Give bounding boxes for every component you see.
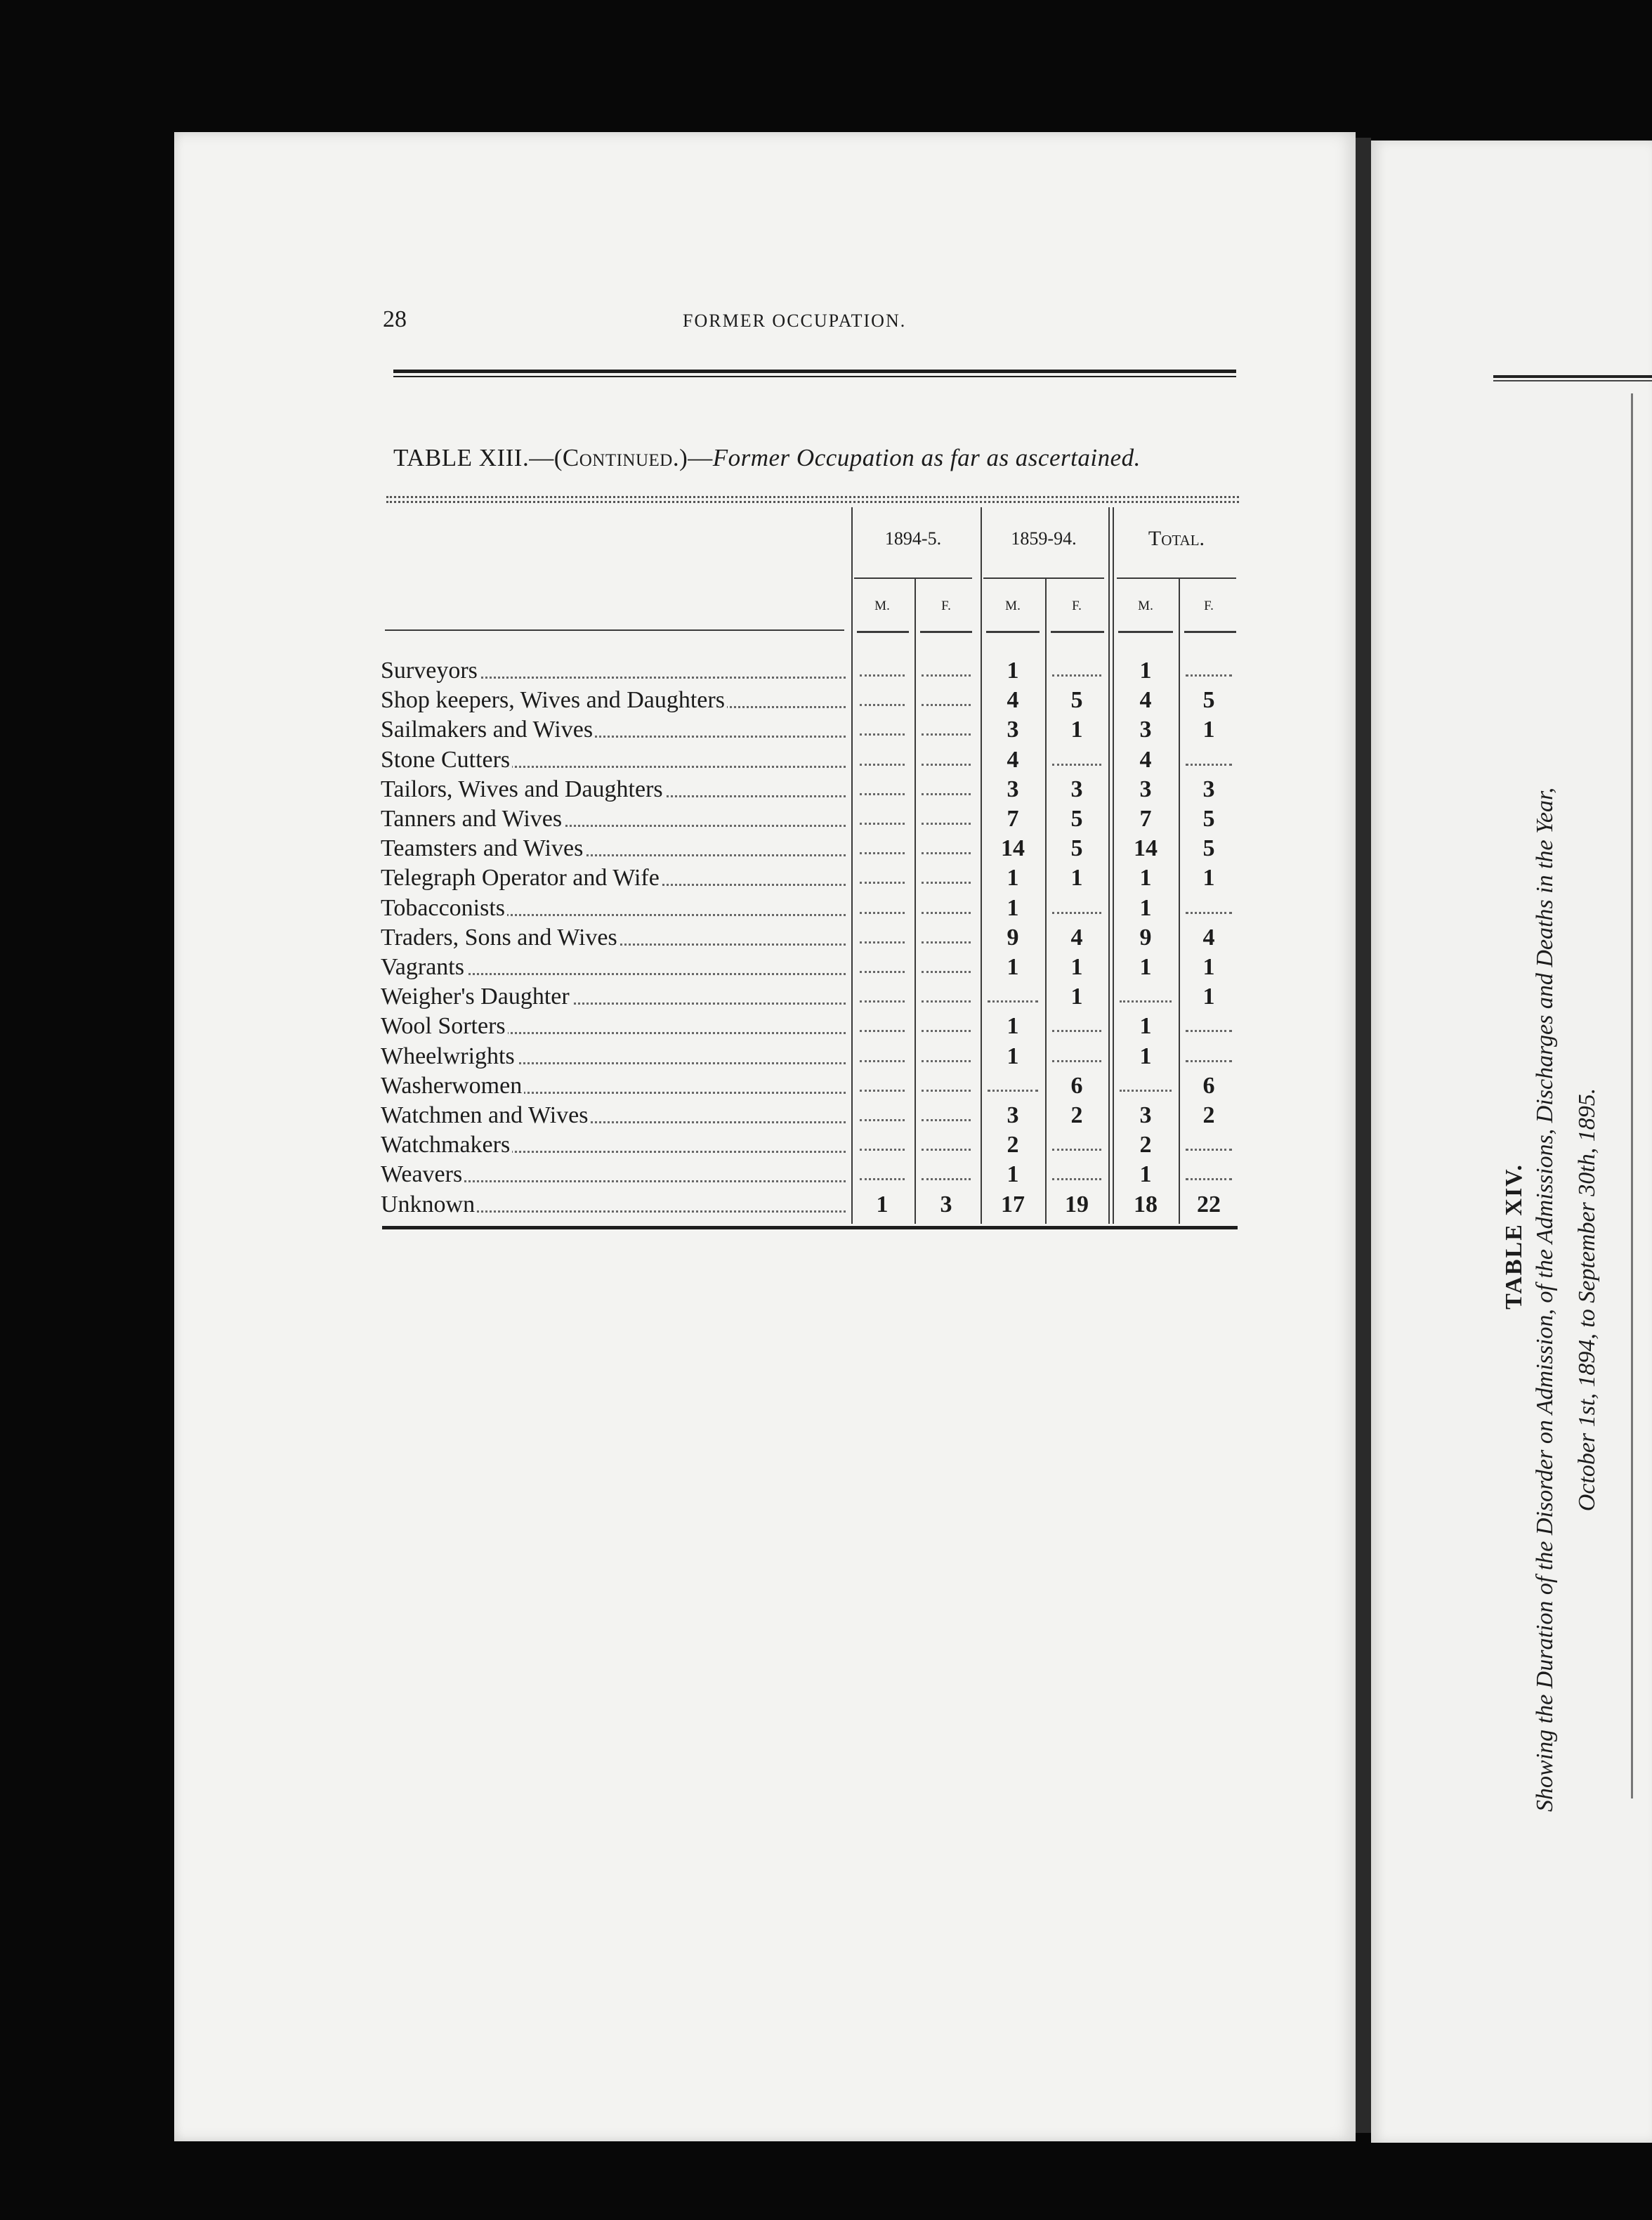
value-cell: 3 xyxy=(1007,776,1019,802)
occupation-label: Teamsters and Wives xyxy=(381,835,585,861)
occupation-cell xyxy=(381,745,850,775)
occupation-cell xyxy=(381,982,850,1012)
value-cell: 1 xyxy=(1202,865,1215,891)
sub-header-m: M. xyxy=(1138,599,1153,613)
empty-cell-leader xyxy=(860,674,905,677)
empty-cell-leader xyxy=(860,882,905,884)
empty-cell-leader xyxy=(860,1149,905,1151)
empty-cell-leader xyxy=(860,793,905,795)
facing-caption-line-2: October 1st, 1894, to September 30th, 1895. xyxy=(1574,1088,1600,1512)
value-cell: 14 xyxy=(1134,835,1158,861)
value-cell: 1 xyxy=(1007,954,1019,980)
occupation-label: Stone Cutters xyxy=(381,747,512,773)
sub-underline xyxy=(1051,631,1104,633)
value-cell: 2 xyxy=(1070,1102,1083,1128)
occupation-label: Wheelwrights xyxy=(381,1043,517,1069)
empty-cell-leader xyxy=(1186,1060,1232,1062)
value-cell: 1 xyxy=(1007,895,1019,921)
value-cell: 1 xyxy=(1007,658,1019,684)
value-cell: 1 xyxy=(1007,1013,1019,1039)
occupation-label: Traders, Sons and Wives xyxy=(381,925,620,951)
empty-cell-leader xyxy=(922,793,971,795)
value-cell: 6 xyxy=(1202,1073,1215,1099)
right-page xyxy=(1371,141,1652,2143)
book-gutter xyxy=(1356,138,1371,2133)
empty-cell-leader xyxy=(860,941,905,944)
occupation-label: Tobacconists xyxy=(381,895,507,921)
value-cell: 1 xyxy=(1202,717,1215,743)
value-cell: 1 xyxy=(1139,865,1152,891)
value-cell: 1 xyxy=(1007,865,1019,891)
value-cell: 7 xyxy=(1139,806,1152,832)
empty-cell-leader xyxy=(860,971,905,973)
group-underline xyxy=(854,577,972,579)
table-row xyxy=(381,1012,1238,1041)
empty-cell-leader xyxy=(922,764,971,766)
value-cell: 3 xyxy=(1139,1102,1152,1128)
value-cell: 6 xyxy=(1070,1073,1083,1099)
caption-continued: Continued. xyxy=(562,444,680,471)
value-cell: 1 xyxy=(1007,1043,1019,1069)
empty-cell-leader xyxy=(1052,1149,1101,1151)
empty-cell-leader xyxy=(860,733,905,736)
occupation-label: Vagrants xyxy=(381,954,466,980)
occupation-label: Watchmakers xyxy=(381,1132,512,1158)
empty-cell-leader xyxy=(1052,764,1101,766)
occupation-label: Telegraph Operator and Wife xyxy=(381,865,662,891)
occupation-cell xyxy=(381,775,850,804)
facing-header-rule-thin xyxy=(1493,380,1652,381)
value-cell: 22 xyxy=(1197,1191,1221,1217)
value-cell: 17 xyxy=(1001,1191,1025,1217)
occupation-cell xyxy=(381,1012,850,1041)
sub-underline xyxy=(920,631,972,633)
empty-cell-leader xyxy=(922,882,971,884)
empty-cell-leader xyxy=(1186,1178,1232,1180)
value-cell: 5 xyxy=(1202,806,1215,832)
sub-header-m: M. xyxy=(1005,599,1021,613)
occupation-cell xyxy=(381,715,850,745)
occupation-cell xyxy=(381,953,850,982)
facing-header-rule xyxy=(1493,375,1652,378)
value-cell: 7 xyxy=(1007,806,1019,832)
empty-cell-leader xyxy=(922,971,971,973)
header-rule-thin xyxy=(393,376,1236,377)
empty-cell-leader xyxy=(1186,674,1232,677)
value-cell: 1 xyxy=(1070,865,1083,891)
empty-cell-leader xyxy=(1186,1030,1232,1032)
empty-cell-leader xyxy=(1052,1060,1101,1062)
table-top-rule xyxy=(386,496,1239,498)
empty-cell-leader xyxy=(922,704,971,706)
table-row xyxy=(381,804,1238,834)
value-cell: 9 xyxy=(1139,925,1152,951)
value-cell: 1 xyxy=(1139,658,1152,684)
sub-header-m: M. xyxy=(874,599,890,613)
table-row xyxy=(381,1130,1238,1160)
value-cell: 1 xyxy=(1139,1161,1152,1187)
empty-cell-leader xyxy=(1052,1178,1101,1180)
occupation-cell xyxy=(381,1101,850,1130)
empty-cell-leader xyxy=(922,1178,971,1180)
occupation-cell xyxy=(381,656,850,686)
empty-cell-leader xyxy=(860,1060,905,1062)
value-cell: 4 xyxy=(1202,925,1215,951)
empty-cell-leader xyxy=(922,912,971,914)
caption-suffix: )— xyxy=(679,444,713,471)
group-underline xyxy=(1117,577,1236,579)
value-cell: 5 xyxy=(1202,687,1215,713)
sub-underline xyxy=(1118,631,1173,633)
empty-cell-leader xyxy=(860,1030,905,1032)
empty-cell-leader xyxy=(1186,912,1232,914)
occupation-label: Washerwomen xyxy=(381,1073,524,1099)
caption-prefix: TABLE XIII.—( xyxy=(393,444,563,471)
facing-caption-line-1: Showing the Duration of the Disorder on Admission, of the Admissions, Discharges and Deaths in the Year, xyxy=(1532,788,1558,1812)
table-row xyxy=(381,953,1238,982)
empty-cell-leader xyxy=(1120,1000,1172,1003)
empty-cell-leader xyxy=(860,1090,905,1092)
table-row xyxy=(381,715,1238,745)
occupation-cell xyxy=(381,1190,850,1220)
empty-cell-leader xyxy=(1052,1030,1101,1032)
empty-cell-leader xyxy=(1052,674,1101,677)
empty-cell-leader xyxy=(1120,1090,1172,1092)
table-row xyxy=(381,775,1238,804)
value-cell: 1 xyxy=(1070,954,1083,980)
value-cell: 3 xyxy=(940,1191,952,1217)
occupation-label: Unknown xyxy=(381,1191,477,1217)
sub-underline xyxy=(857,631,909,633)
occupation-label: Wool Sorters xyxy=(381,1013,508,1039)
occupation-cell xyxy=(381,863,850,893)
value-cell: 3 xyxy=(1070,776,1083,802)
empty-cell-leader xyxy=(860,823,905,825)
value-cell: 1 xyxy=(1007,1161,1019,1187)
empty-cell-leader xyxy=(860,852,905,854)
empty-cell-leader xyxy=(860,764,905,766)
occupation-label: Surveyors xyxy=(381,658,480,684)
sub-underline xyxy=(1184,631,1236,633)
header-rule xyxy=(393,370,1236,373)
occupation-cell xyxy=(381,686,850,715)
value-cell: 3 xyxy=(1007,717,1019,743)
occupation-cell xyxy=(381,804,850,834)
value-cell: 2 xyxy=(1202,1102,1215,1128)
occupation-label: Weigher's Daughter xyxy=(381,984,572,1010)
value-cell: 1 xyxy=(1139,895,1152,921)
empty-cell-leader xyxy=(988,1000,1038,1003)
group-header-total: Total. xyxy=(1148,527,1205,550)
value-cell: 1 xyxy=(1139,1013,1152,1039)
facing-table-caption xyxy=(1524,788,1608,1812)
occupation-cell xyxy=(381,1071,850,1101)
table-row xyxy=(381,834,1238,863)
table-row xyxy=(381,894,1238,923)
occupation-cell xyxy=(381,1042,850,1071)
empty-cell-leader xyxy=(922,823,971,825)
empty-cell-leader xyxy=(988,1090,1038,1092)
empty-cell-leader xyxy=(922,1149,971,1151)
table-row xyxy=(381,923,1238,953)
value-cell: 5 xyxy=(1202,835,1215,861)
table-row xyxy=(381,1190,1238,1220)
occupation-label: Weavers xyxy=(381,1161,464,1187)
group-header-1894-5: 1894-5. xyxy=(884,528,942,549)
empty-cell-leader xyxy=(860,1178,905,1180)
empty-cell-leader xyxy=(922,1090,971,1092)
value-cell: 4 xyxy=(1070,925,1083,951)
value-cell: 3 xyxy=(1139,717,1152,743)
table-row xyxy=(381,863,1238,893)
value-cell: 14 xyxy=(1001,835,1025,861)
sub-header-f: F. xyxy=(941,599,951,613)
empty-cell-leader xyxy=(1186,1149,1232,1151)
empty-cell-leader xyxy=(922,941,971,944)
table-row xyxy=(381,745,1238,775)
table-row xyxy=(381,1160,1238,1189)
table-row xyxy=(381,1042,1238,1071)
empty-cell-leader xyxy=(860,1000,905,1003)
empty-cell-leader xyxy=(922,1060,971,1062)
value-cell: 4 xyxy=(1139,687,1152,713)
empty-cell-leader xyxy=(860,704,905,706)
occupation-cell xyxy=(381,834,850,863)
table-top-rule-2 xyxy=(386,501,1239,503)
facing-table-title: TABLE XIV. xyxy=(1501,1163,1527,1310)
value-cell: 5 xyxy=(1070,687,1083,713)
sub-underline xyxy=(986,631,1040,633)
table-bottom-rule xyxy=(382,1226,1238,1229)
table-row xyxy=(381,656,1238,686)
table-row xyxy=(381,1071,1238,1101)
value-cell: 1 xyxy=(1070,984,1083,1010)
table-row xyxy=(381,1101,1238,1130)
empty-cell-leader xyxy=(860,912,905,914)
occupation-label: Tanners and Wives xyxy=(381,806,564,832)
running-head: FORMER OCCUPATION. xyxy=(683,311,907,331)
empty-cell-leader xyxy=(860,1119,905,1121)
empty-cell-leader xyxy=(922,852,971,854)
group-underline xyxy=(983,577,1104,579)
empty-cell-leader xyxy=(922,1000,971,1003)
occupation-label: Shop keepers, Wives and Daughters xyxy=(381,687,727,713)
value-cell: 1 xyxy=(1139,954,1152,980)
value-cell: 18 xyxy=(1134,1191,1158,1217)
value-cell: 3 xyxy=(1202,776,1215,802)
table-caption xyxy=(393,444,1236,472)
occupation-cell xyxy=(381,894,850,923)
value-cell: 4 xyxy=(1007,687,1019,713)
sub-header-f: F. xyxy=(1072,599,1082,613)
value-cell: 3 xyxy=(1007,1102,1019,1128)
value-cell: 5 xyxy=(1070,806,1083,832)
occupation-cell xyxy=(381,1130,850,1160)
page-number: 28 xyxy=(383,306,407,332)
empty-cell-leader xyxy=(922,1119,971,1121)
value-cell: 2 xyxy=(1007,1132,1019,1158)
sub-header-f: F. xyxy=(1204,599,1214,613)
caption-italic: Former Occupation as far as ascertained. xyxy=(712,444,1141,471)
value-cell: 1 xyxy=(1202,984,1215,1010)
value-cell: 1 xyxy=(1139,1043,1152,1069)
value-cell: 1 xyxy=(1202,954,1215,980)
table-row xyxy=(381,686,1238,715)
empty-cell-leader xyxy=(922,733,971,736)
value-cell: 4 xyxy=(1139,747,1152,773)
value-cell: 3 xyxy=(1139,776,1152,802)
value-cell: 2 xyxy=(1139,1132,1152,1158)
group-header-1859-94: 1859-94. xyxy=(1011,528,1077,549)
value-cell: 9 xyxy=(1007,925,1019,951)
value-cell: 19 xyxy=(1065,1191,1089,1217)
empty-cell-leader xyxy=(922,674,971,677)
value-cell: 1 xyxy=(1070,717,1083,743)
value-cell: 1 xyxy=(876,1191,889,1217)
stub-underline xyxy=(385,629,844,631)
empty-cell-leader xyxy=(1052,912,1101,914)
occupation-cell xyxy=(381,1160,850,1189)
occupation-cell xyxy=(381,923,850,953)
facing-table-border xyxy=(1631,393,1633,1798)
occupation-label: Sailmakers and Wives xyxy=(381,717,595,743)
empty-cell-leader xyxy=(1186,764,1232,766)
empty-cell-leader xyxy=(922,1030,971,1032)
table-row xyxy=(381,982,1238,1012)
value-cell: 4 xyxy=(1007,747,1019,773)
occupation-label: Tailors, Wives and Daughters xyxy=(381,776,665,802)
occupation-label: Watchmen and Wives xyxy=(381,1102,591,1128)
value-cell: 5 xyxy=(1070,835,1083,861)
